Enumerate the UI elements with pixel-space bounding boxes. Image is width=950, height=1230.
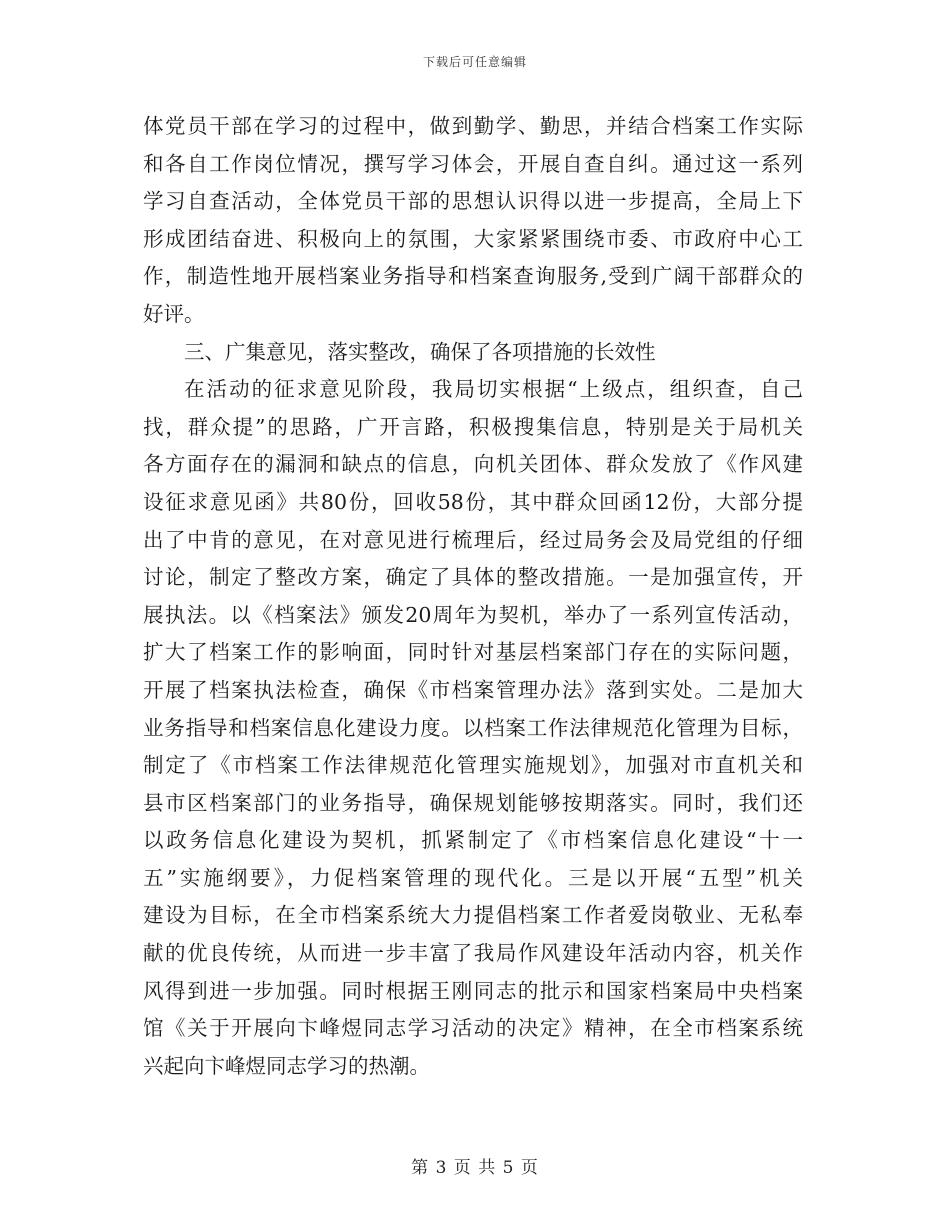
section-heading: 三、广集意见，落实整改，确保了各项措施的长效性 — [184, 339, 656, 364]
page-header: 下载后可任意编辑 — [422, 55, 527, 69]
text-line: 制定了《市档案工作法律规范化管理实施规划》，加强对市直机关和 — [143, 753, 803, 778]
text-line: 作，制造性地开展档案业务指导和档案查询服务,受到广阔干部群众的 — [143, 264, 803, 289]
text-line: 学习自查活动，全体党员干部的思想认识得以进一步提高，全局上下 — [143, 189, 803, 214]
text-line: 出了中肯的意见，在对意见进行梳理后，经过局务会及局党组的仔细 — [143, 527, 803, 552]
text-line: 好评。 — [143, 301, 205, 326]
text-line: 建设为目标，在全市档案系统大力提倡档案工作者爱岗敬业、无私奉 — [143, 903, 803, 928]
text-line: 风得到进一步加强。同时根据王刚同志的批示和国家档案局中央档案 — [143, 978, 803, 1003]
text-line: 设征求意见函》共80份，回收58份，其中群众回函12份，大部分提 — [143, 489, 803, 514]
text-line: 县市区档案部门的业务指导，确保规划能够按期落实。同时，我们还 — [143, 790, 803, 815]
text-line: 在活动的征求意见阶段，我局切实根据“上级点，组织查，自己 — [184, 377, 803, 402]
document-body — [143, 108, 803, 1085]
text-line: 开展了档案执法检查，确保《市档案管理办法》落到实处。二是加大 — [143, 677, 803, 702]
text-line: 扩大了档案工作的影响面，同时针对基层档案部门存在的实际问题， — [143, 640, 803, 665]
text-line: 各方面存在的漏洞和缺点的信息，向机关团体、群众发放了《作风建 — [143, 452, 803, 477]
text-line: 馆《关于开展向卞峰煜同志学习活动的决定》精神，在全市档案系统 — [143, 1016, 803, 1041]
text-line: 业务指导和档案信息化建设力度。以档案工作法律规范化管理为目标， — [143, 715, 803, 740]
text-line: 献的优良传统，从而进一步丰富了我局作风建设年活动内容，机关作 — [143, 941, 803, 966]
text-line: 讨论，制定了整改方案，确定了具体的整改措施。一是加强宣传，开 — [143, 565, 803, 590]
text-line: 和各自工作岗位情况，撰写学习体会，开展自查自纠。通过这一系列 — [143, 151, 803, 176]
text-line: 以政务信息化建设为契机，抓紧制定了《市档案信息化建设“十一 — [143, 828, 803, 853]
text-line: 展执法。以《档案法》颁发20周年为契机，举办了一系列宣传活动， — [143, 602, 803, 627]
text-line: 五”实施纲要》，力促档案管理的现代化。三是以开展“五型”机关 — [143, 865, 803, 890]
text-line: 找，群众提”的思路，广开言路，积极搜集信息，特别是关于局机关 — [143, 414, 803, 439]
text-line: 兴起向卞峰煜同志学习的热潮。 — [143, 1053, 430, 1078]
text-line: 体党员干部在学习的过程中，做到勤学、勤思，并结合档案工作实际 — [143, 114, 803, 138]
page-footer: 第 3 页 共 5 页 — [411, 1158, 539, 1178]
text-line: 形成团结奋进、积极向上的氛围，大家紧紧围绕市委、市政府中心工 — [143, 226, 803, 251]
